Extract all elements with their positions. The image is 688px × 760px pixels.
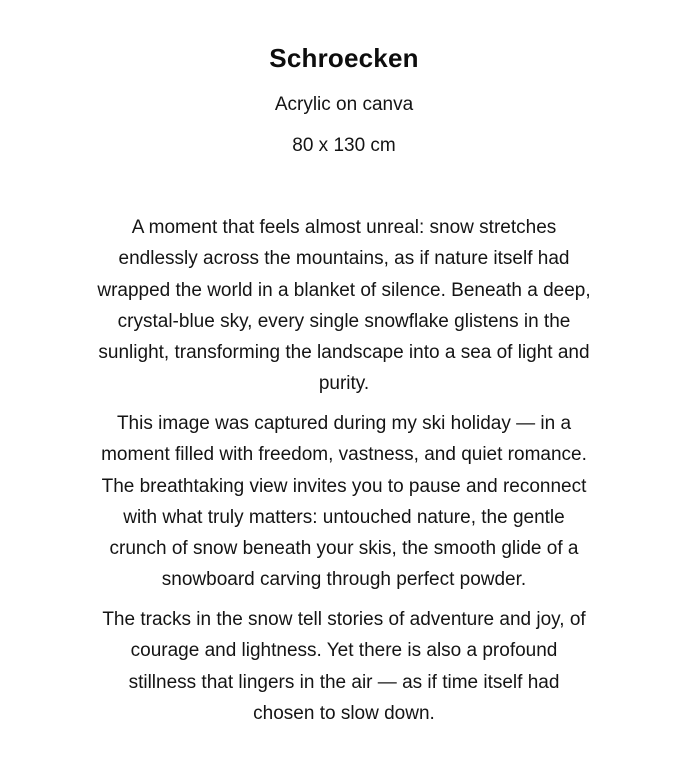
text-line: endlessly across the mountains, as if nature itself had [118,248,570,270]
artwork-title: Schroecken [269,43,419,73]
text-line: A moment that feels almost unreal: snow stretches [131,217,557,238]
text-line: snowboard carving through perfect powder. [161,569,527,591]
text-line: crystal-blue sky, every single snowflake glistens in the [117,310,571,332]
text-line: The breathtaking view invites you to pause and reconnect [101,475,587,497]
text-line: sunlight, transforming the landscape into a sea of light and [98,342,590,364]
text-line: with what truly matters: untouched nature, the gentle [123,506,565,528]
description-paragraph-1 [60,212,628,400]
text-line: stillness that lingers in the air — as if time itself had [128,671,560,693]
description-paragraph-2 [60,408,628,596]
text-line: crunch of snow beneath your skis, the smooth glide of a [109,538,579,560]
text-line: purity. [318,373,370,395]
text-line: chosen to slow down. [253,702,435,724]
text-line: wrapped the world in a blanket of silence. Beneath a deep, [97,279,591,301]
description-paragraph-3 [60,604,628,729]
text-line: courage and lightness. Yet there is also a profound [130,640,558,662]
artwork-medium: Acrylic on canva [274,94,414,115]
artwork-dimensions: 80 x 130 cm [292,135,396,156]
text-line: The tracks in the snow tell stories of adventure and joy, of [102,609,586,630]
text-line: This image was captured during my ski holiday — in a [116,413,572,434]
text-line: moment filled with freedom, vastness, and quiet romance. [101,444,587,466]
